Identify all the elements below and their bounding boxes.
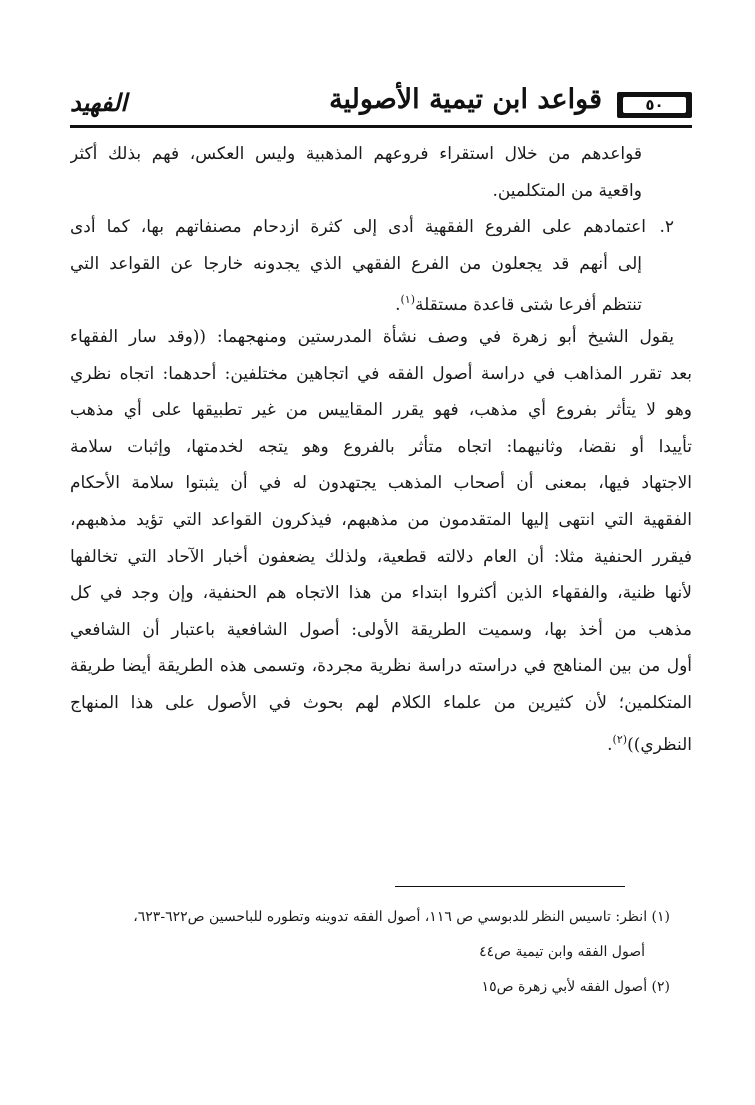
footnote-ref: (١) xyxy=(400,293,415,307)
footnote-rule xyxy=(395,886,625,887)
text-line: فيقرر الحنفية مثلا: أن العام دلالته قطعية، ولذلك يضعفون أخبار الآحاد التي تخالفها xyxy=(70,546,692,567)
text-line: وهو لا يتأثر بفروع أي مذهب، فهو يقرر المقاييس من غير تطبيقها على أي مذهب xyxy=(70,400,692,421)
text-line-with-footnote xyxy=(70,282,692,319)
publisher-logo: الفهيد xyxy=(70,88,128,117)
text-segment: النظري)) xyxy=(627,734,692,755)
text-line: لأنها ظنية، والفقهاء الذين أكثروا ابتداء من هذا الاتجاه هم الحنفية، وإن وجد في كل xyxy=(70,583,692,604)
list-item-number: ٢. xyxy=(659,217,674,238)
text-line: أول من بين المناهج في دراسته دراسة نظرية مجردة، وتسمى هذه الطريقة أيضا طريقة xyxy=(70,656,692,677)
list-item-2 xyxy=(70,209,692,246)
footnote-1-continuation: أصول الفقه وابن تيمية ص٤٤ xyxy=(479,944,645,960)
period: . xyxy=(395,295,401,316)
text-line: المتكلمين؛ لأن كثيرين من علماء الكلام لهم بحوث في الأصول على هذا المنهاج xyxy=(70,692,692,713)
text-line: واقعية من المتكلمين. xyxy=(492,180,642,201)
footnotes xyxy=(70,900,670,1005)
page-number-badge xyxy=(617,92,692,118)
text-line: بعد تقرر المذاهب في دراسة أصول الفقه في اتجاهين مختلفين: أحدهما: اتجاه نظري xyxy=(70,363,692,384)
text-line: الفقهية التي انتهى إليها المتقدمون من مذهبهم، فيذكرون القواعد التي تؤيد مذهبهم، xyxy=(70,509,692,530)
header-rule xyxy=(70,125,692,128)
text-line: قواعدهم من خلال استقراء فروعهم المذهبية وليس العكس، فهم بذلك أكثر xyxy=(70,144,642,164)
text-line: مذهب من أخذ بها، وسميت الطريقة الأولى: أصول الشافعية باعتبار أن الشافعي xyxy=(70,619,692,640)
book-title: قواعد ابن تيمية الأصولية xyxy=(329,84,602,115)
text-line: تأييدا أو نقضا، وثانيهما: اتجاه متأثر بالفروع وهو يتجه لخدمتها، وإثبات سلامة xyxy=(70,436,692,457)
text-line: الاجتهاد فيها، بمعنى أن أصحاب المذهب يجتهدون له في أن يثبتوا سلامة الأحكام xyxy=(70,473,692,494)
text-line-with-footnote xyxy=(70,722,692,759)
footnote-ref: (٢) xyxy=(612,732,628,746)
text-line: إلى أنهم قد يجعلون من الفرع الفقهي الذي يجدونه خارجا عن القواعد التي xyxy=(70,253,642,274)
footnote-2: (٢) أصول الفقه لأبي زهرة ص١٥ xyxy=(481,979,670,995)
page-header xyxy=(70,78,692,128)
footnote-1: (١) انظر: تاسيس النظر للدبوسي ص ١١٦، أصول الفقه تدوينه وتطوره للباحسين ص٦٢٢-٦٢٣، xyxy=(133,909,670,925)
period: . xyxy=(607,734,613,755)
text-line: يقول الشيخ أبو زهرة في وصف نشأة المدرستين ومنهجهما: ((وقد سار الفقهاء xyxy=(70,326,674,347)
text-segment: تنتظم أفرعا شتى قاعدة مستقلة xyxy=(415,295,642,316)
text-line: اعتمادهم على الفروع الفقهية أدى إلى كثرة ازدحام مصنفاتهم بها، كما أدى xyxy=(70,217,646,238)
page-number: ٥٠ xyxy=(623,97,686,113)
body-text xyxy=(70,136,692,758)
